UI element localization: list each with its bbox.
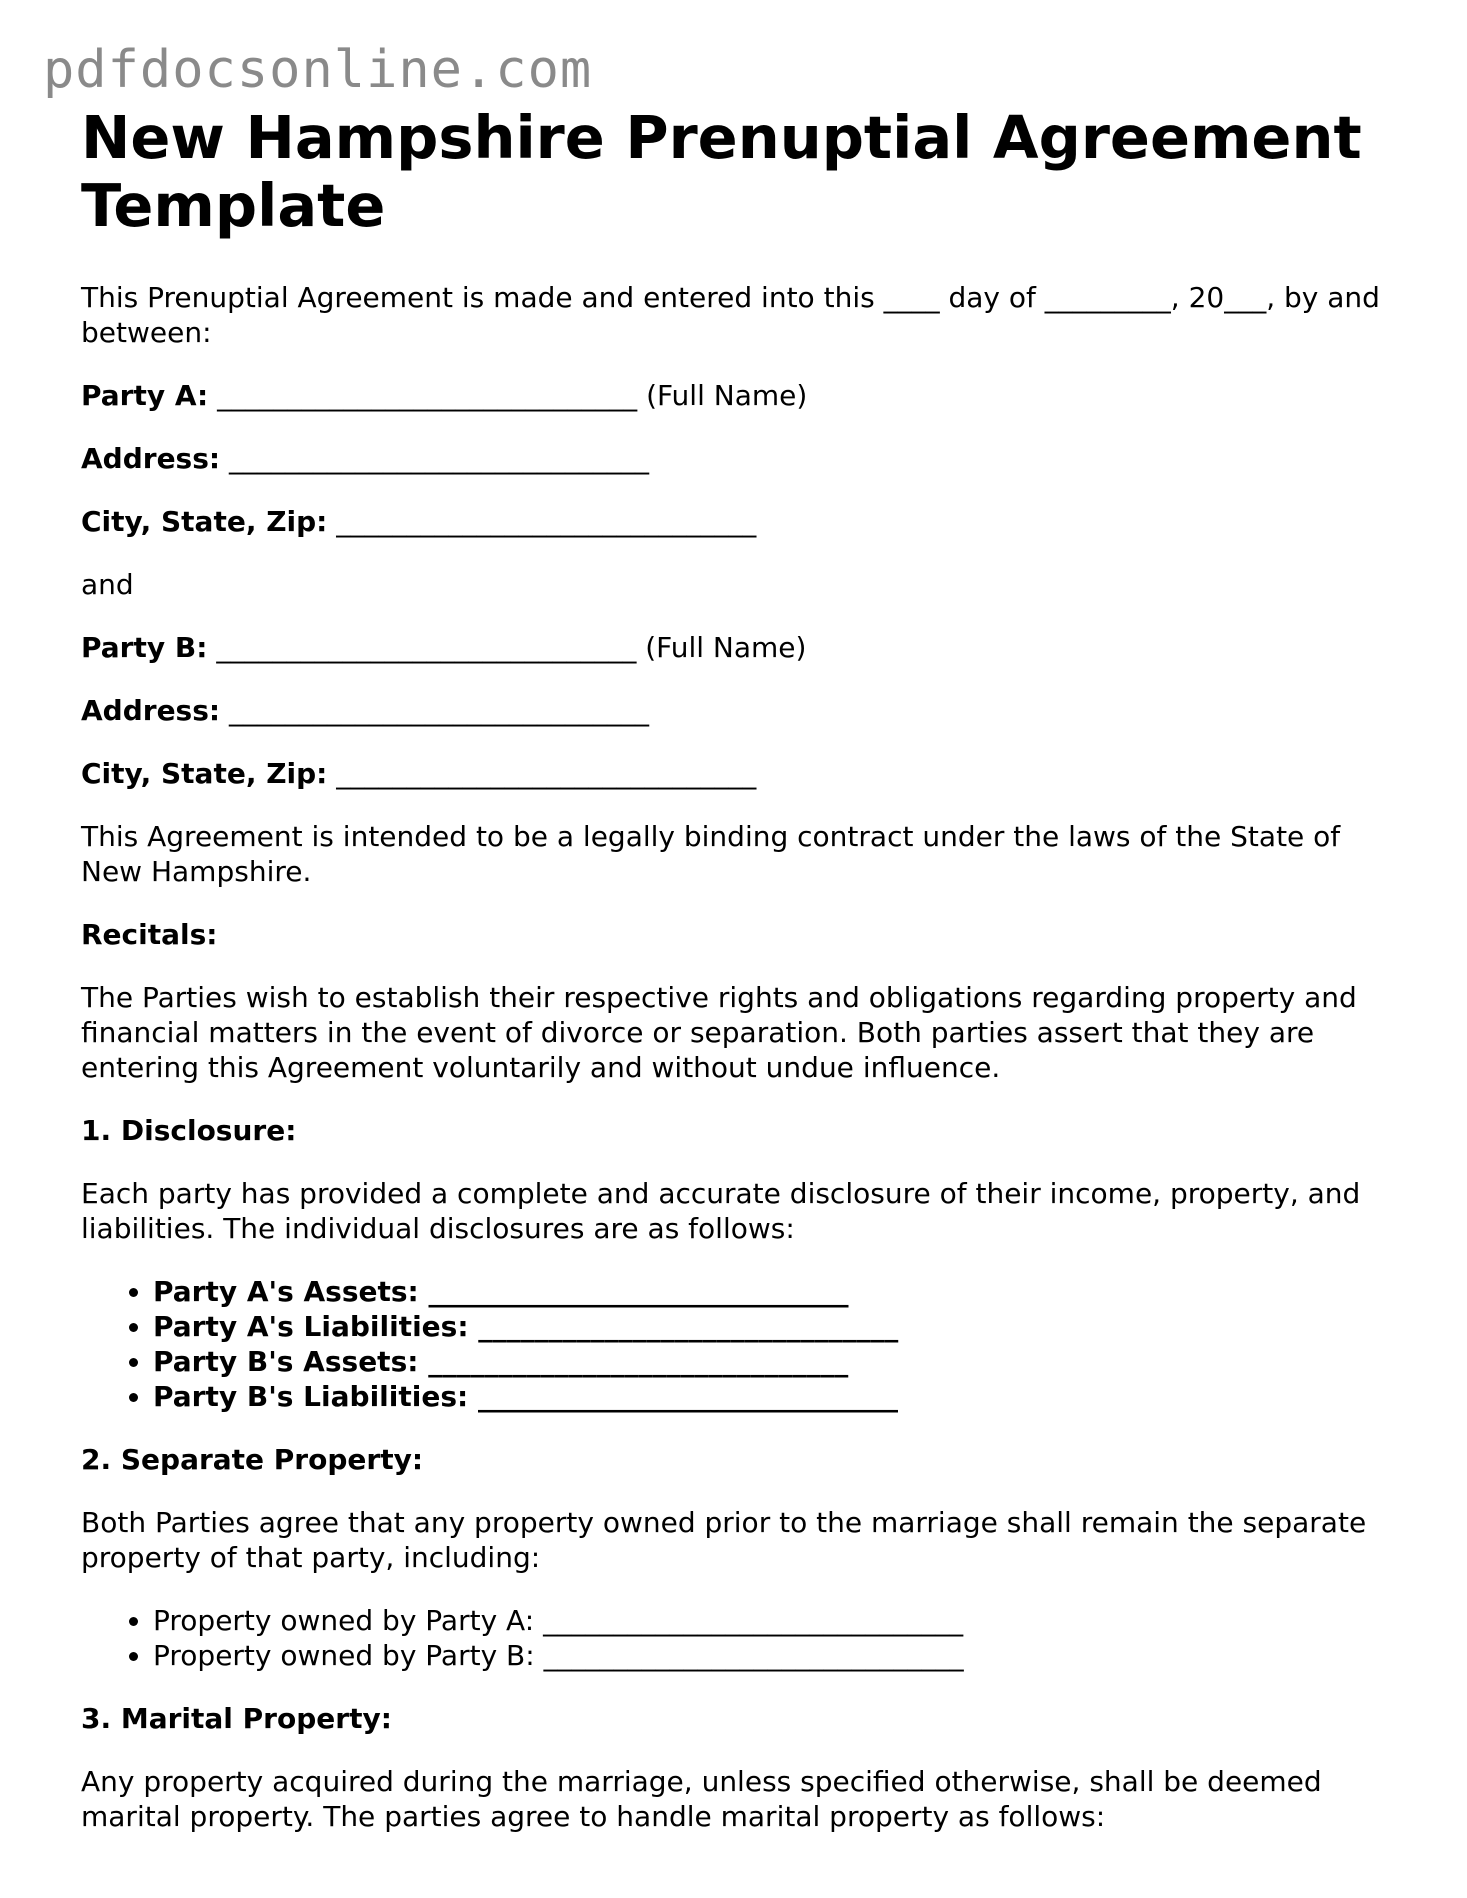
list-item <box>153 1274 1391 1309</box>
party-b-city-blank[interactable]: ______________________________ <box>336 757 757 790</box>
list-item <box>153 1344 1391 1379</box>
intro-paragraph: This Prenuptial Agreement is made and entered into this ____ day of _________, 20___, by and between: <box>81 281 1380 349</box>
city-state-zip-label: City, State, Zip: <box>81 757 328 790</box>
marital-property-heading: 3. Marital Property: <box>81 1702 392 1735</box>
party-b-address-row <box>81 693 1391 728</box>
separate-property-heading: 2. Separate Property: <box>81 1443 424 1476</box>
list-item <box>153 1603 1391 1638</box>
disclosure-list <box>81 1274 1391 1414</box>
party-b-label: Party B: <box>81 631 208 664</box>
city-state-zip-label: City, State, Zip: <box>81 505 328 538</box>
list-item <box>153 1309 1391 1344</box>
address-label: Address: <box>81 442 221 475</box>
document-page <box>81 104 1391 1862</box>
recitals-paragraph: The Parties wish to establish their respective rights and obligations regarding property and financial matters in the event of divorce or separation. Both parties assert that they are entering this Agreement voluntarily and without undue influence. <box>81 981 1357 1084</box>
separate-property-list <box>81 1603 1391 1673</box>
disclosure-item-label: Party B's Liabilities: <box>153 1380 469 1413</box>
disclosure-item-label: Party A's Liabilities: <box>153 1310 469 1343</box>
party-b-name-row <box>81 630 1391 665</box>
full-name-hint: (Full Name) <box>645 631 807 664</box>
party-a-name-blank[interactable]: ______________________________ <box>217 379 638 412</box>
party-a-city-blank[interactable]: ______________________________ <box>336 505 757 538</box>
party-a-address-blank[interactable]: ______________________________ <box>229 442 649 475</box>
and-text: and <box>81 568 134 601</box>
document-title: New Hampshire Prenuptial Agreement Template <box>81 103 1362 240</box>
party-b-name-blank[interactable]: ______________________________ <box>216 631 637 664</box>
disclosure-item-blank[interactable]: ______________________________ <box>428 1345 849 1378</box>
property-item-blank[interactable]: ______________________________ <box>543 1604 964 1637</box>
full-name-hint: (Full Name) <box>646 379 808 412</box>
property-item-label: Property owned by Party A: <box>153 1604 535 1637</box>
disclosure-item-blank[interactable]: ______________________________ <box>477 1380 898 1413</box>
list-item <box>153 1638 1391 1673</box>
party-b-address-blank[interactable]: ______________________________ <box>229 694 649 727</box>
disclosure-item-label: Party B's Assets: <box>153 1345 419 1378</box>
property-item-label: Property owned by Party B: <box>153 1639 535 1672</box>
disclosure-item-blank[interactable]: ______________________________ <box>428 1275 849 1308</box>
party-b-city-row <box>81 756 1391 791</box>
disclosure-item-blank[interactable]: ______________________________ <box>478 1310 899 1343</box>
watermark: pdfdocsonline.com <box>43 40 593 100</box>
marital-property-paragraph: Any property acquired during the marriage, unless specified otherwise, shall be deemed marital property. The parties agree to handle marital property as follows: <box>81 1765 1322 1833</box>
address-label: Address: <box>81 694 221 727</box>
separate-property-paragraph: Both Parties agree that any property owned prior to the marriage shall remain the separate property of that party, including: <box>81 1506 1367 1574</box>
property-item-blank[interactable]: ______________________________ <box>543 1639 964 1672</box>
disclosure-heading: 1. Disclosure: <box>81 1114 297 1147</box>
party-a-name-row <box>81 378 1391 413</box>
party-a-address-row <box>81 441 1391 476</box>
list-item <box>153 1379 1391 1414</box>
recitals-heading: Recitals: <box>81 918 218 951</box>
binding-paragraph: This Agreement is intended to be a legally binding contract under the laws of the State of New Hampshire. <box>81 820 1341 888</box>
party-a-city-row <box>81 504 1391 539</box>
party-a-label: Party A: <box>81 379 209 412</box>
disclosure-item-label: Party A's Assets: <box>153 1275 419 1308</box>
disclosure-paragraph: Each party has provided a complete and accurate disclosure of their income, property, and liabilities. The individual disclosures are as follows: <box>81 1177 1361 1245</box>
